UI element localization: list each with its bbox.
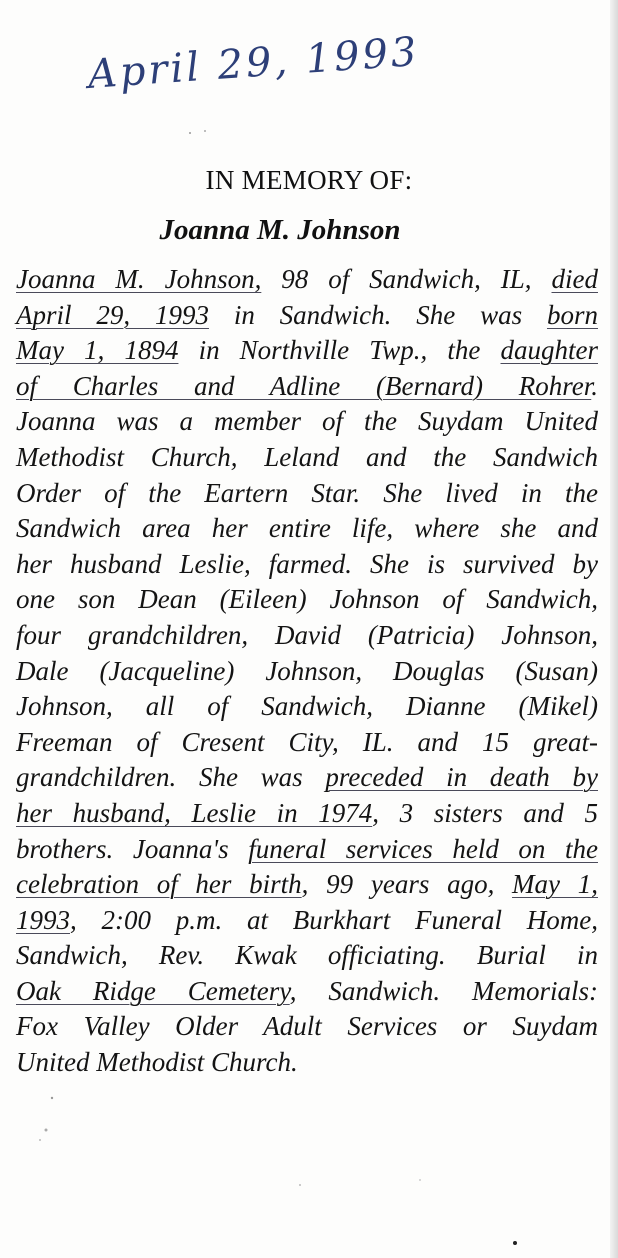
obituary-line: one son Dean (Eileen) Johnson of Sandwich,: [16, 584, 598, 615]
obituary-line: Joanna M. Johnson, 98 of Sandwich, IL, died: [16, 264, 598, 294]
obituary-line: Dale (Jacqueline) Johnson, Douglas (Susan): [16, 655, 598, 686]
obituary-line: Sandwich area her entire life, where she and: [16, 513, 598, 544]
obituary-line: Sandwich, Rev. Kwak officiating. Burial in: [16, 940, 598, 971]
obituary-line: Oak Ridge Cemetery, Sandwich. Memorials:: [16, 975, 598, 1006]
obituary-line: Freeman of Cresent City, IL. and 15 great-: [16, 726, 598, 757]
obituary-line: Order of the Eartern Star. She lived in the: [16, 477, 598, 508]
obituary-line: brothers. Joanna's funeral services held on the: [16, 833, 598, 864]
scan-edge: [610, 0, 618, 1258]
obituary-line: four grandchildren, David (Patricia) Johnson,: [16, 619, 598, 650]
obituary-line: Methodist Church, Leland and the Sandwich: [16, 441, 598, 472]
deceased-name: Joanna M. Johnson: [159, 214, 401, 246]
handwritten-date: April 29, 1993: [86, 28, 421, 98]
obituary-line: of Charles and Adline (Bernard) Rohrer.: [16, 370, 598, 401]
obituary-line: celebration of her birth, 99 years ago, May 1,: [16, 869, 598, 900]
memorial-heading: IN MEMORY OF:: [205, 165, 413, 195]
obituary-line: Joanna was a member of the Suydam United: [16, 406, 598, 437]
obituary-line: 1993, 2:00 p.m. at Burkhart Funeral Home,: [16, 904, 598, 935]
obituary-line: May 1, 1894 in Northville Twp., the daughter: [16, 335, 598, 366]
obituary-line: Johnson, all of Sandwich, Dianne (Mikel): [16, 691, 598, 722]
obituary-line: grandchildren. She was preceded in death by: [16, 762, 598, 793]
obituary-line: her husband, Leslie in 1974, 3 sisters and 5: [16, 797, 598, 828]
obituary-text: [16, 262, 598, 1081]
obituary-line: April 29, 1993 in Sandwich. She was born: [16, 299, 598, 330]
obituary-line: Fox Valley Older Adult Services or Suydam: [16, 1011, 598, 1042]
obituary-line: United Methodist Church.: [16, 1047, 298, 1078]
obituary-line: her husband Leslie, farmed. She is survived by: [16, 548, 598, 579]
